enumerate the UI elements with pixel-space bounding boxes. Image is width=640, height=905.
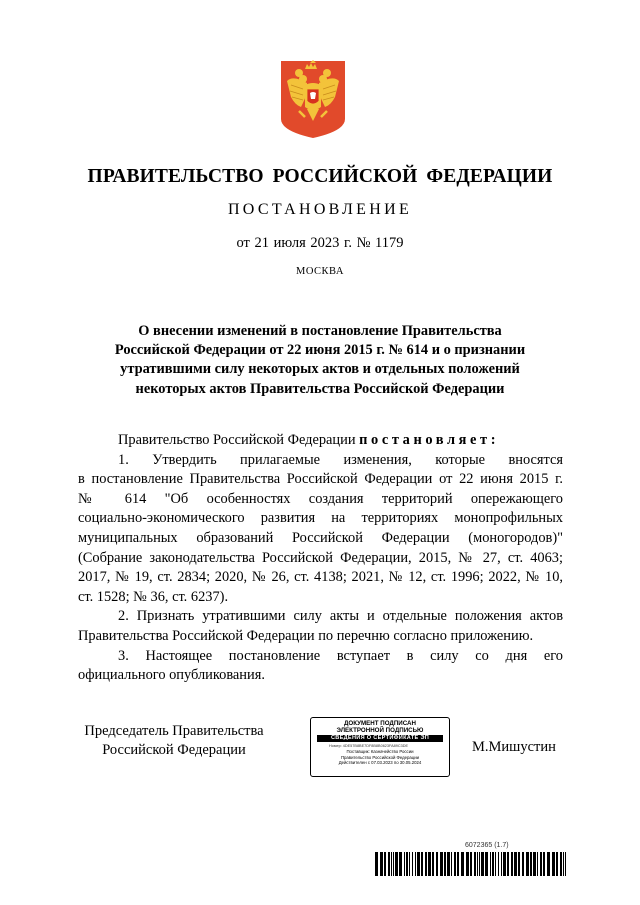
heading-line: утратившими силу некоторых актов и отдельных положений bbox=[120, 361, 520, 378]
coat-of-arms-emblem bbox=[279, 59, 347, 140]
intro-text: Правительство Российской Федерации bbox=[118, 432, 356, 448]
signatory-position bbox=[74, 722, 274, 759]
paragraph-1-line: (Собрание законодательства Российской Федерации, 2015, № 27, ст. 4063; bbox=[78, 549, 563, 566]
signatory-position-line: Председатель Правительства bbox=[84, 723, 264, 739]
government-title: ПРАВИТЕЛЬСТВО РОССИЙСКОЙ ФЕДЕРАЦИИ bbox=[87, 166, 553, 187]
stamp-validity: Действителен с 07.03.2023 по 30.05.2024 bbox=[338, 760, 422, 766]
paragraph-1-line: № 614 "Об особенностях создания территорий опережающего bbox=[78, 490, 563, 507]
stamp-certificate-bar: СВЕДЕНИЯ О СЕРТИФИКАТЕ ЭП bbox=[317, 735, 443, 742]
paragraph-2-line: Правительства Российской Федерации по перечню согласно приложению. bbox=[78, 627, 534, 644]
document-date-number: от 21 июля 2023 г. № 1179 bbox=[236, 235, 404, 251]
electronic-signature-stamp bbox=[310, 717, 450, 777]
intro-resolves: постановляет: bbox=[359, 432, 500, 448]
paragraph-1-line: 1. Утвердить прилагаемые изменения, которые вносятся bbox=[118, 451, 563, 468]
stamp-owner: Поставщик: Казначейство России bbox=[346, 749, 414, 755]
paragraph-1-line: ст. 1528; № 36, ст. 6237). bbox=[78, 588, 229, 605]
barcode-number: 6072365 (1.7) bbox=[465, 842, 509, 849]
paragraph-1-line: муниципальных образований Российской Федерации (моногородов)" bbox=[78, 529, 563, 546]
document-city: МОСКВА bbox=[296, 266, 344, 277]
document-heading bbox=[70, 322, 570, 399]
paragraph-3-line: 3. Настоящее постановление вступает в силу со дня его bbox=[118, 647, 563, 664]
paragraph-2-line: 2. Признать утратившими силу акты и отдельные положения актов bbox=[118, 608, 563, 625]
paragraph-3-line: официального опубликования. bbox=[78, 667, 265, 684]
signatory-name: М.Мишустин bbox=[472, 739, 556, 755]
heading-line: Российской Федерации от 22 июня 2015 г. № 614 и о признании bbox=[114, 342, 526, 359]
stamp-title: ДОКУМЕНТ ПОДПИСАН bbox=[344, 720, 416, 727]
document-barcode bbox=[375, 852, 567, 876]
document-body bbox=[78, 431, 563, 686]
stamp-title: ЭЛЕКТРОННОЙ ПОДПИСЬЮ bbox=[336, 727, 424, 734]
heading-line: О внесении изменений в постановление Правительства bbox=[138, 323, 502, 339]
heading-line: некоторых актов Правительства Российской Федерации bbox=[135, 380, 505, 397]
paragraph-1-line: в постановление Правительства Российской Федерации от 22 июня 2015 г. bbox=[78, 471, 563, 488]
stamp-certificate-number: Номер: 4DE57B8BE7DF8B8B0623FA89C3DE bbox=[329, 744, 409, 748]
paragraph-1-line: социально-экономического развития на территориях монопрофильных bbox=[78, 510, 563, 527]
paragraph-1-line: 2017, № 19, ст. 2834; 2020, № 26, ст. 4138; 2021, № 12, ст. 1996; 2022, № 10, bbox=[78, 569, 563, 586]
signatory-position-line: Российской Федерации bbox=[102, 741, 246, 758]
stamp-holder: Правительство Российской Федерации bbox=[340, 754, 420, 760]
document-type: ПОСТАНОВЛЕНИЕ bbox=[227, 201, 413, 218]
intro-line bbox=[78, 431, 563, 451]
